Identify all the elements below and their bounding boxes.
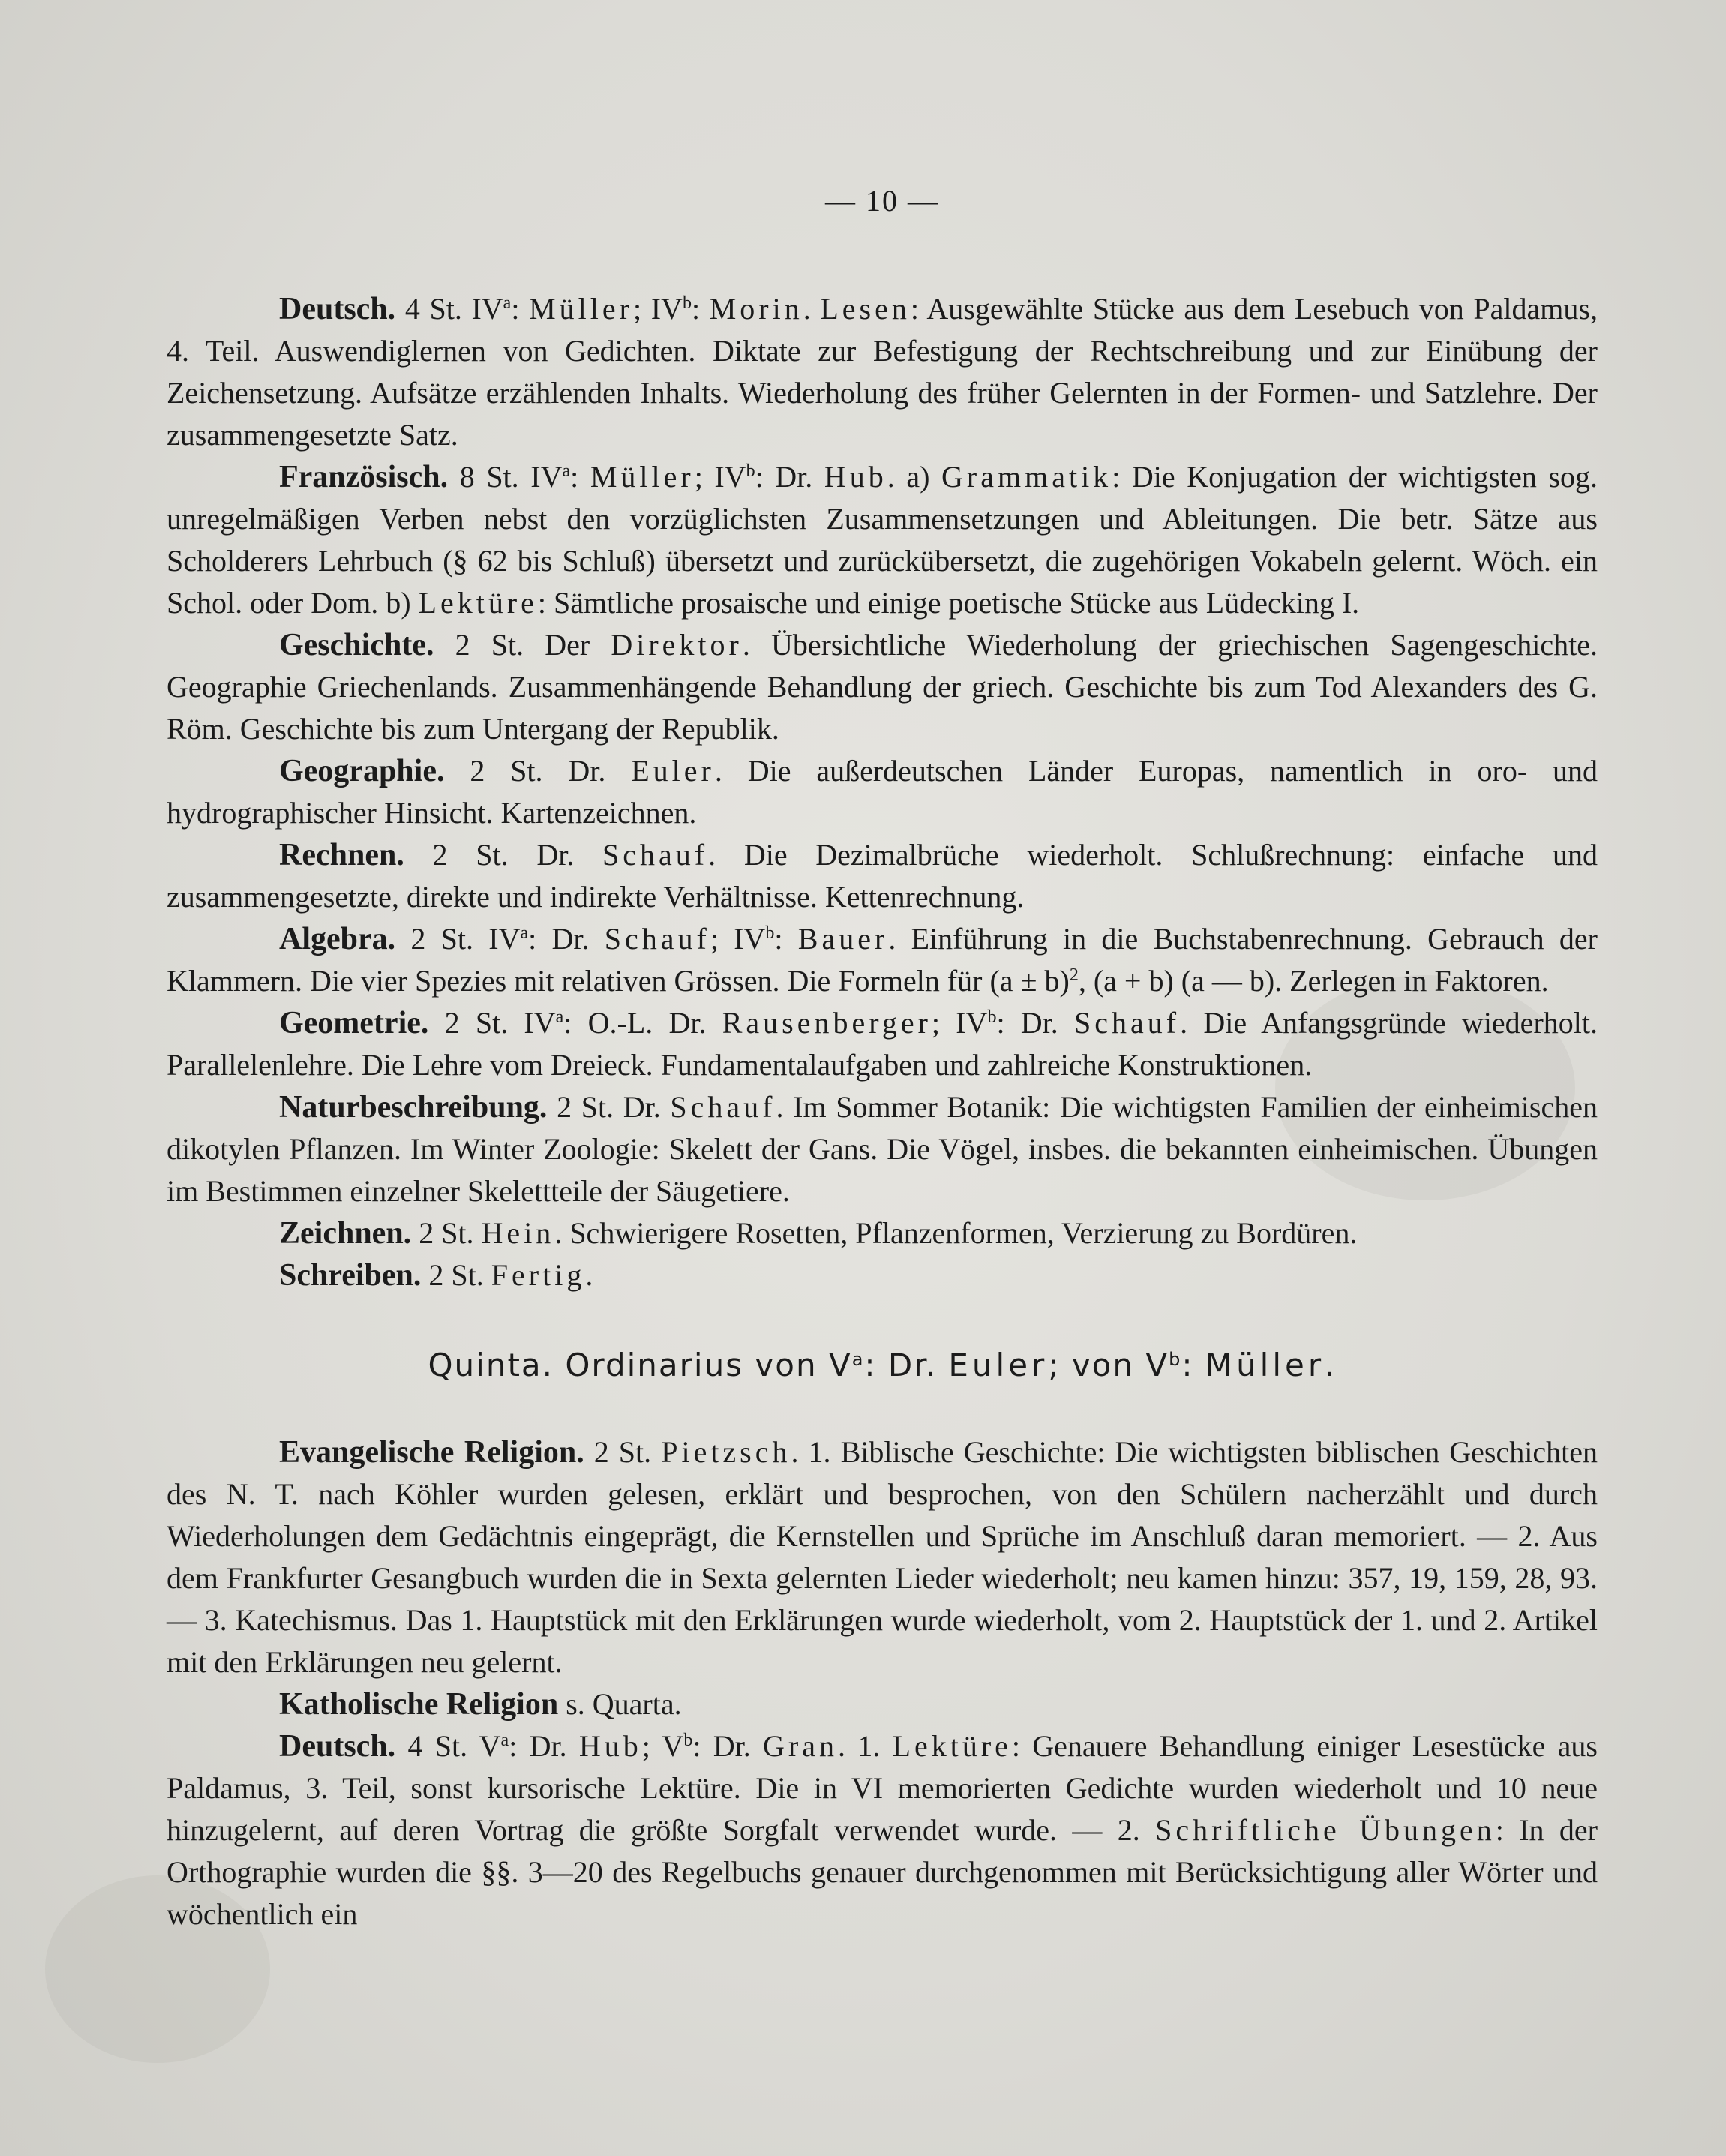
text-run: 4 St. IV [395, 292, 503, 326]
text-run: . 1. Biblische Geschichte: Die wichtigsten biblischen Geschichten des N. T. nach Köhler wurden gelesen, erklärt und besprochen, von den Schülern nacherzählt und durch Wiederholungen dem Gedächtnis eingeprägt, die Kernstellen und Sprüche im Anschluß daran memoriert. — 2. Aus dem Frankfurter Gesangbuch wurden die in Sexta gelernten Lieder wiederholt; neu kamen hinzu: 357, 19, 159, 28, 93. — 3. Katechismus. Das 1. Hauptstück mit den Erklärungen wurde wiederholt, vom 2. Hauptstück der 1. und 2. Artikel mit den Erklärungen neu gelernt. [167, 1435, 1598, 1679]
subject-paragraph [167, 1212, 1598, 1254]
spaced-name: Hub [578, 1729, 642, 1763]
subject-title: Algebra. [279, 922, 396, 956]
superscript: a [851, 1349, 865, 1370]
text-run: : Dr. [864, 1347, 949, 1383]
quarta-subjects [167, 288, 1598, 1296]
subject-paragraph [167, 288, 1598, 456]
text-run: : Dr. [755, 460, 824, 494]
spaced-name: Schriftliche Übungen [1155, 1813, 1496, 1847]
subject-title: Deutsch. [279, 1729, 396, 1764]
text-run: . Übersichtliche Wiederholung der griechischen Sagengeschichte. Geographie Griechenlands. Zusammenhängende Behandlung der griech. Geschichte bis zum Tod Alexanders des G. Röm. Geschichte bis zum Untergang der Republik. [167, 628, 1598, 746]
text-run: ; IV [931, 1006, 988, 1040]
text-run: ; IV [632, 292, 683, 326]
superscript: b [1169, 1349, 1182, 1370]
text-run: . Die Dezimalbrüche wiederholt. Schlußrechnung: einfache und zusammengesetzte, direkte und indirekte Verhältnisse. Kettenrechnung. [167, 838, 1598, 914]
text-run: : In der Orthographie wurden die §§. 3—20 des Regelbuchs genauer durchgenommen mit Berücksichtigung aller Wörter und wöchentlich ein [167, 1813, 1598, 1931]
superscript: 2 [1069, 965, 1079, 985]
text-run: : Genauere Behandlung einiger Lesestücke aus Paldamus, 3. Teil, sonst kursorische Lektüre. Die in VI memorierten Gedichte wurden wiederholt und 10 neue hinzugelernt, auf deren Vortrag die größte Sorgfalt verwendet wurde. — 2. [167, 1729, 1598, 1847]
subject-paragraph [167, 456, 1598, 624]
spaced-name: Gran [762, 1729, 838, 1763]
subject-title: Französisch. [279, 460, 449, 494]
subject-title: Katholische Religion [279, 1687, 559, 1722]
subject-paragraph [167, 1254, 1598, 1296]
spaced-name: Pietzsch [661, 1435, 791, 1469]
text-run: : O.-L. Dr. [563, 1006, 722, 1040]
superscript: a [500, 1731, 509, 1750]
text-run: : Die Konjugation der wichtigsten sog. unregelmäßigen Verben nebst den vorzüglichsten Zusammensetzungen und Ableitungen. Die betr. Sätze aus Scholderers Lehrbuch (§ 62 bis Schluß) übersetzt und zurückübersetzt, die zugehörigen Vokabeln gelernt. Wöch. ein Schol. oder Dom. b) [167, 460, 1598, 620]
spaced-name: Direktor [611, 628, 743, 662]
text-run: : Dr. [509, 1729, 579, 1763]
subject-paragraph [167, 834, 1598, 918]
text-run: 2 St. [421, 1258, 491, 1292]
text-run: : Ausgewählte Stücke aus dem Lesebuch von Paldamus, 4. Teil. Auswendiglernen von Gedichten. Diktate zur Befestigung der Rechtschreibung und zur Einübung der Zeichensetzung. Aufsätze erzählenden Inhalts. Wiederholung des früher Gelernten in der Formen- und Satzlehre. Der zusammengesetzte Satz. [167, 292, 1598, 452]
text-run: . 1. [837, 1729, 893, 1763]
subject-paragraph [167, 750, 1598, 834]
text-run: . [803, 292, 821, 326]
spaced-name: Lektüre [892, 1729, 1012, 1763]
text-run: 2 St. Dr. [444, 754, 632, 788]
text-run: : [1181, 1347, 1205, 1383]
spaced-name: Lektüre [418, 586, 538, 620]
superscript: b [765, 923, 775, 943]
superscript: b [987, 1007, 997, 1027]
spaced-name: Müller [1205, 1347, 1325, 1383]
superscript: b [682, 293, 692, 313]
text-run: . Schwierigere Rosetten, Pflanzenformen, Verzierung zu Bordüren. [554, 1216, 1358, 1250]
spaced-name: Hein [481, 1216, 555, 1250]
spaced-name: Schauf [602, 838, 709, 872]
subject-title: Geschichte. [279, 628, 434, 662]
text-run: : [691, 292, 710, 326]
text-run: 2 St. Der [434, 628, 611, 662]
text-run: ; IV [694, 460, 746, 494]
text-run: . Die außerdeutschen Länder Europas, namentlich in oro- und hydrographischer Hinsicht. Kartenzeichnen. [167, 754, 1598, 830]
subject-title: Evangelische Religion. [279, 1435, 584, 1470]
text-run: 2 St. [584, 1435, 662, 1469]
text-run: Quinta. Ordinarius von V [428, 1347, 852, 1383]
subject-paragraph [167, 1683, 1598, 1725]
spaced-name: Euler [948, 1347, 1049, 1383]
superscript: b [683, 1731, 693, 1750]
text-run: : [570, 460, 590, 494]
text-run: : Sämtliche prosaische und einige poetische Stücke aus Lüdecking I. [537, 586, 1360, 620]
text-run: ; IV [710, 922, 766, 956]
text-run: . [585, 1258, 593, 1292]
subject-paragraph [167, 1086, 1598, 1212]
text-run: 2 St. IV [395, 922, 521, 956]
text-run: 2 St. Dr. [547, 1090, 671, 1124]
subject-paragraph [167, 1002, 1598, 1086]
subject-title: Rechnen. [279, 838, 404, 872]
quinta-heading [167, 1344, 1598, 1386]
superscript: a [562, 461, 571, 481]
text-run: , (a + b) (a — b). Zerlegen in Faktoren. [1078, 964, 1549, 998]
superscript: a [520, 923, 529, 943]
text-run: : [774, 922, 798, 956]
text-run: . [1325, 1347, 1337, 1383]
spaced-name: Lesen [820, 292, 911, 326]
subject-paragraph [167, 1431, 1598, 1683]
text-run: : Dr. [692, 1729, 763, 1763]
subject-paragraph [167, 1725, 1598, 1935]
text-run: . Einführung in die Buchstabenrechnung. Gebrauch der Klammern. Die vier Spezies mit relativen Grössen. Die Formeln für (a ± b) [167, 922, 1598, 998]
spaced-name: Bauer [797, 922, 889, 956]
text-run: 2 St. [411, 1216, 482, 1250]
text-run: . Im Sommer Botanik: Die wichtigsten Familien der einheimischen dikotylen Pflanzen. Im Winter Zoologie: Skelett der Gans. Die Vögel, insbes. die bekannten einheimischen. Übungen im Bestimmen einzelner Skelettteile der Säugetiere. [167, 1090, 1598, 1208]
spaced-name: Müller [590, 460, 695, 494]
spaced-name: Schauf [1074, 1006, 1181, 1040]
spaced-name: Hub [824, 460, 887, 494]
spaced-name: Müller [529, 292, 633, 326]
text-run: 8 St. IV [448, 460, 563, 494]
text-run: 2 St. Dr. [404, 838, 603, 872]
text-run: . a) [887, 460, 942, 494]
text-run: 2 St. IV [428, 1006, 556, 1040]
subject-title: Schreiben. [279, 1258, 422, 1293]
subject-paragraph [167, 918, 1598, 1002]
subject-title: Geographie. [279, 754, 445, 788]
spaced-name: Schauf [670, 1090, 776, 1124]
text-run: ; von V [1048, 1347, 1169, 1383]
text-run: . Die Anfangsgründe wiederholt. Parallelenlehre. Die Lehre vom Dreieck. Fundamentalaufgaben und zahlreiche Konstruktionen. [167, 1006, 1598, 1082]
spaced-name: Euler [631, 754, 715, 788]
text-run: 4 St. V [395, 1729, 501, 1763]
subject-title: Geometrie. [279, 1006, 429, 1040]
page-content [167, 180, 1598, 1935]
text-run: : [511, 292, 530, 326]
text-run: : Dr. [528, 922, 605, 956]
spaced-name: Grammatik [941, 460, 1112, 494]
quinta-subjects [167, 1431, 1598, 1935]
superscript: a [555, 1007, 564, 1027]
subject-title: Zeichnen. [279, 1216, 412, 1251]
text-run: : Dr. [996, 1006, 1075, 1040]
text-run: s. Quarta. [558, 1687, 682, 1721]
spaced-name: Rausenberger [722, 1006, 932, 1040]
superscript: a [503, 293, 512, 313]
subject-paragraph [167, 624, 1598, 750]
spaced-name: Morin [709, 292, 803, 326]
spaced-name: Schauf [604, 922, 710, 956]
spaced-name: Fertig [491, 1258, 586, 1292]
subject-title: Naturbeschreibung. [279, 1090, 548, 1125]
text-run: ; V [641, 1729, 684, 1763]
subject-title: Deutsch. [279, 292, 396, 326]
page-number: — 10 — [825, 184, 939, 218]
superscript: b [746, 461, 755, 481]
